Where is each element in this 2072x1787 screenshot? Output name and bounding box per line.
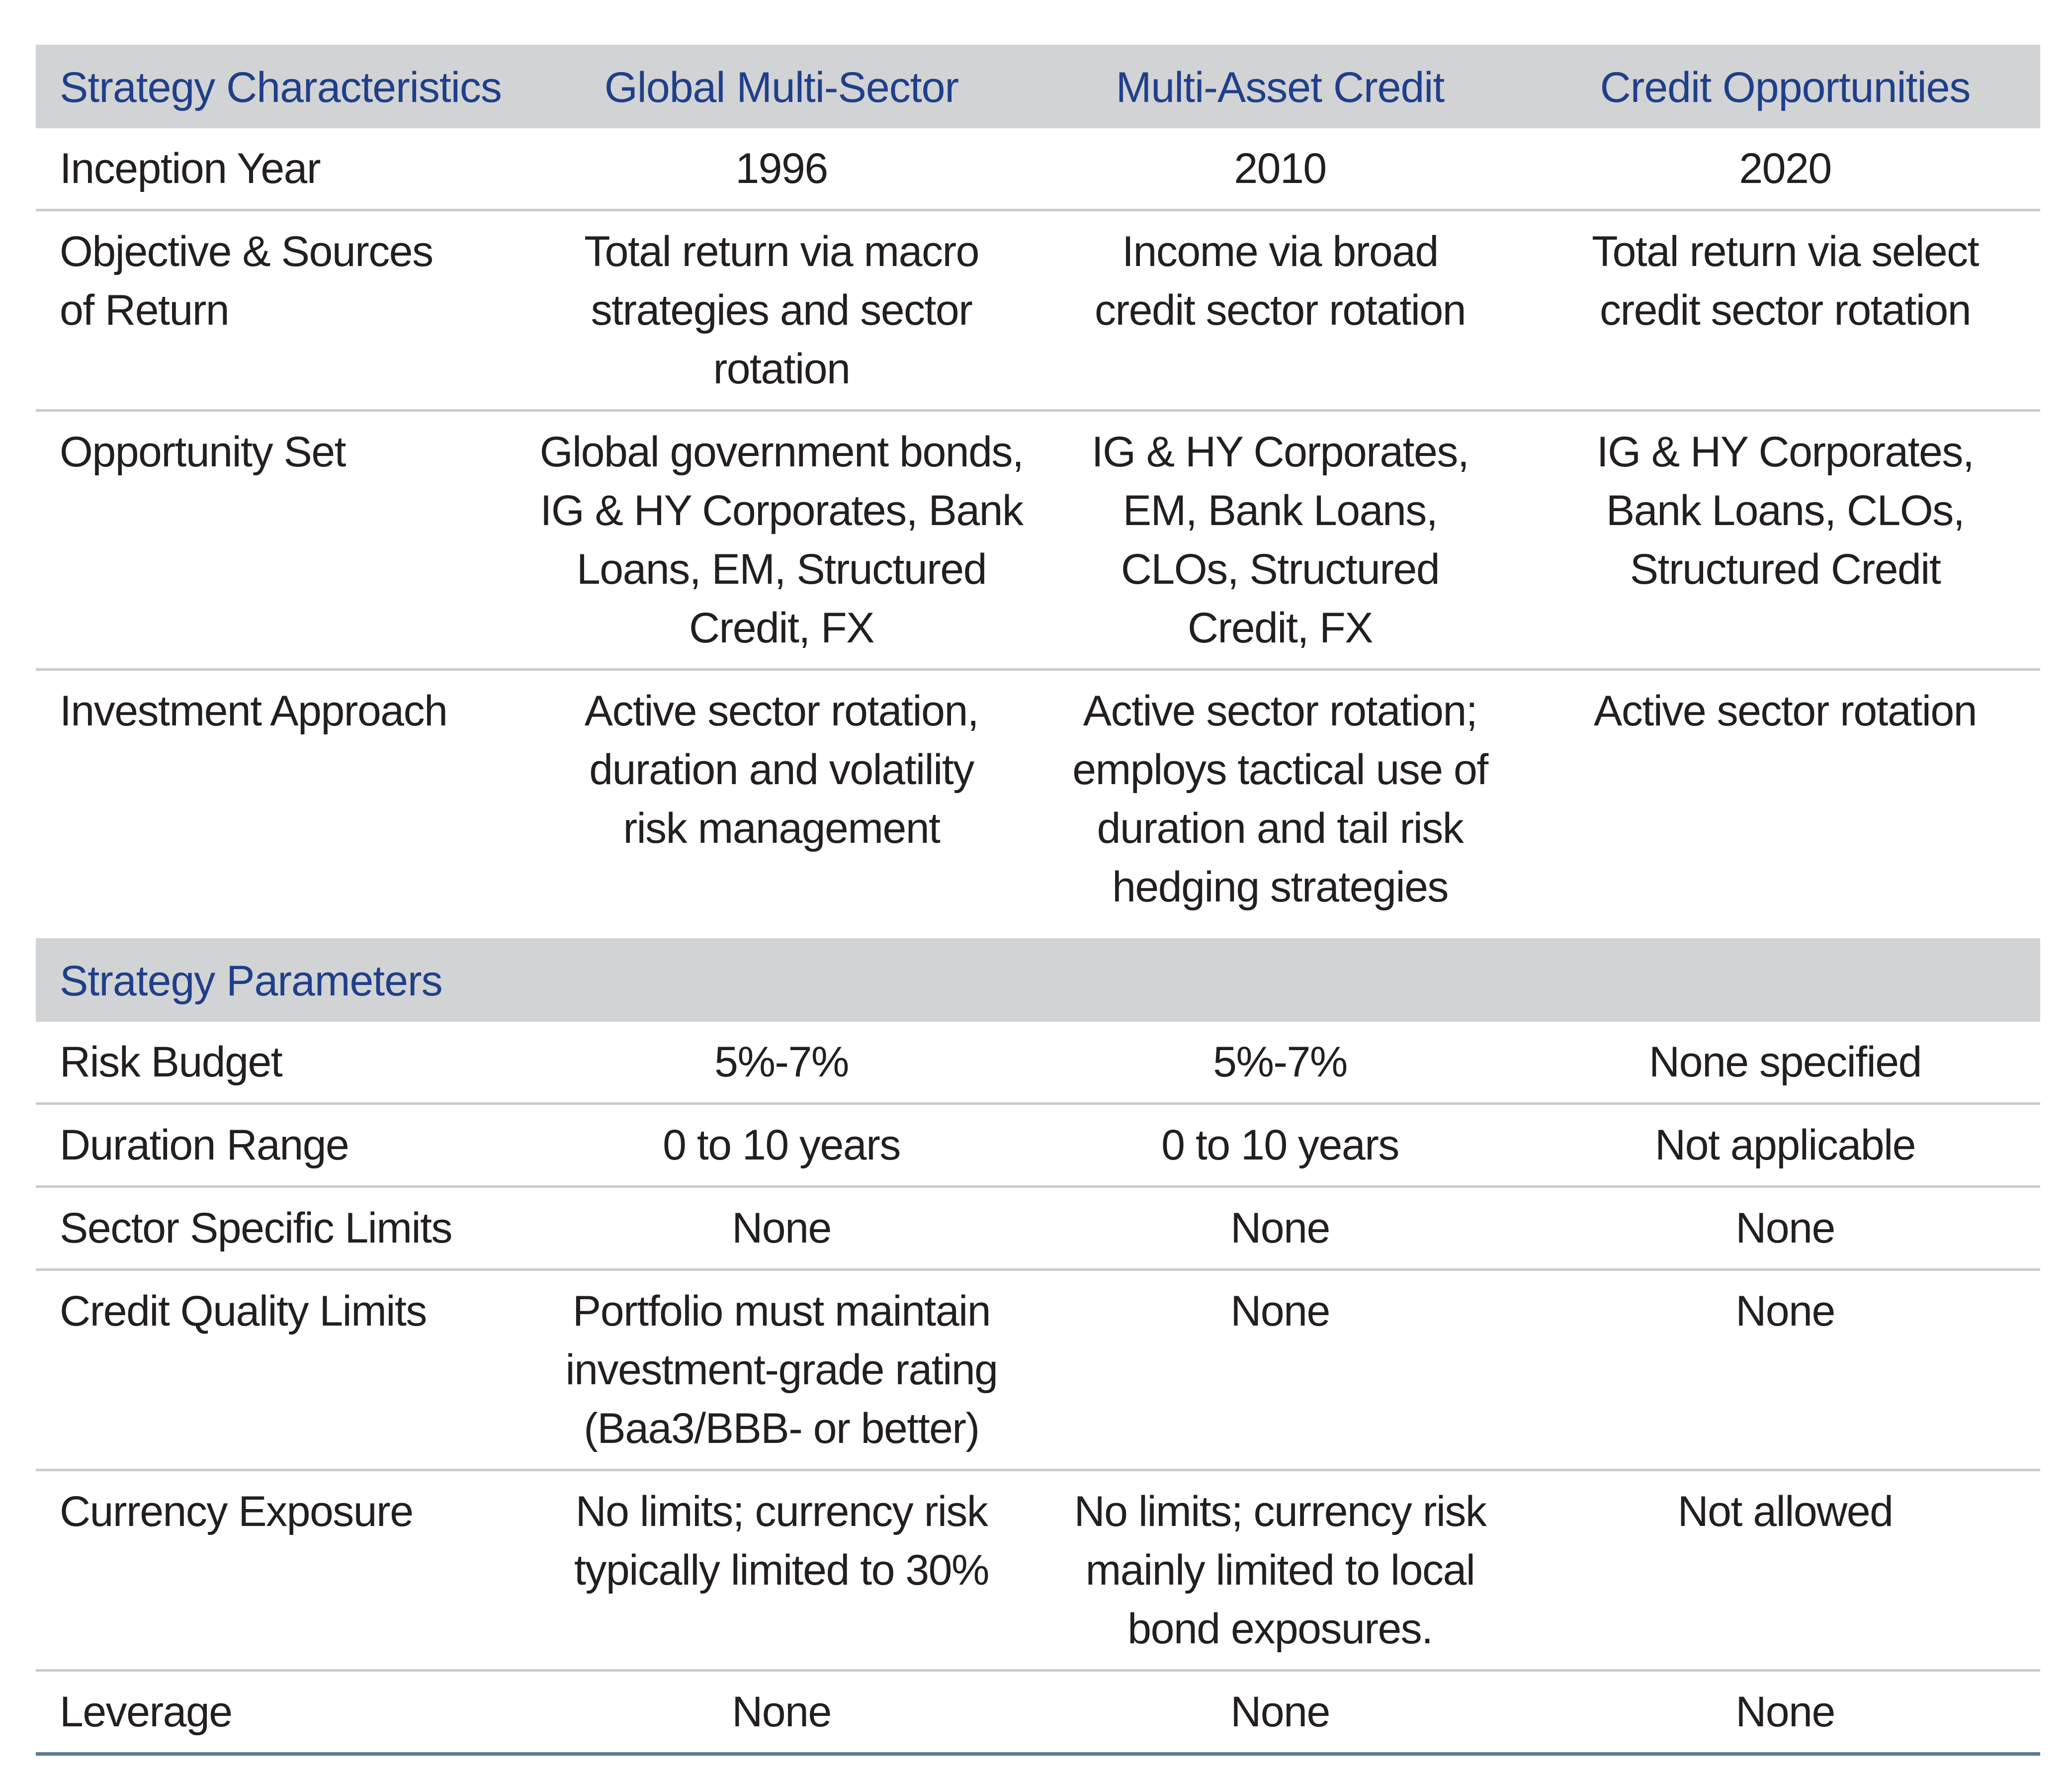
cell-global-multi-sector: 5%-7% xyxy=(714,1038,849,1086)
row-label: Investment Approach xyxy=(60,687,447,735)
table-row-opportunity-set xyxy=(36,412,2040,671)
row-label: Duration Range xyxy=(60,1121,349,1169)
table-row-duration-range xyxy=(36,1105,2040,1188)
strategy-comparison-table xyxy=(36,45,2040,1756)
cell-global-multi-sector: 0 to 10 years xyxy=(663,1121,900,1169)
cell-global-multi-sector: Active sector rotation, duration and volatility risk management xyxy=(584,687,979,852)
row-label: Objective & Sources of Return xyxy=(60,228,433,334)
table-row-investment-approach xyxy=(36,671,2040,938)
header-credit-opportunities: Credit Opportunities xyxy=(1600,64,1971,111)
cell-multi-asset-credit: Active sector rotation; employs tactical use of duration and tail risk hedging strategies xyxy=(1072,687,1488,911)
cell-credit-opportunities: Not allowed xyxy=(1677,1488,1893,1535)
table-row-sector-limits xyxy=(36,1188,2040,1271)
cell-multi-asset-credit: 2010 xyxy=(1234,145,1326,192)
cell-multi-asset-credit: None xyxy=(1230,1688,1330,1736)
row-label: Opportunity Set xyxy=(60,428,346,476)
table-row-objective xyxy=(36,211,2040,412)
characteristics-header-row xyxy=(36,45,2040,128)
cell-credit-opportunities: IG & HY Corporates, Bank Loans, CLOs, Structured Credit xyxy=(1596,428,1974,593)
cell-multi-asset-credit: 5%-7% xyxy=(1213,1038,1347,1086)
cell-credit-opportunities: None xyxy=(1735,1204,1835,1252)
cell-global-multi-sector: 1996 xyxy=(735,145,828,192)
cell-credit-opportunities: Total return via select credit sector rotation xyxy=(1591,228,1979,334)
table-row-credit-quality xyxy=(36,1271,2040,1471)
cell-credit-opportunities: None specified xyxy=(1649,1038,1921,1086)
cell-multi-asset-credit: No limits; currency risk mainly limited to local bond exposures. xyxy=(1074,1488,1486,1653)
table-row-inception-year xyxy=(36,128,2040,211)
cell-credit-opportunities: Active sector rotation xyxy=(1593,687,1977,735)
row-label: Sector Specific Limits xyxy=(60,1204,452,1252)
cell-global-multi-sector: None xyxy=(732,1204,831,1252)
cell-global-multi-sector: Total return via macro strategies and sector rotation xyxy=(584,228,979,393)
row-label: Risk Budget xyxy=(60,1038,282,1086)
cell-global-multi-sector: Portfolio must maintain investment-grade rating (Baa3/BBB- or better) xyxy=(565,1287,998,1452)
header-multi-asset-credit: Multi-Asset Credit xyxy=(1116,64,1445,111)
cell-multi-asset-credit: Income via broad credit sector rotation xyxy=(1094,228,1466,334)
row-label: Leverage xyxy=(60,1688,232,1736)
header-strategy-characteristics: Strategy Characteristics xyxy=(60,64,502,111)
header-global-multi-sector: Global Multi-Sector xyxy=(604,64,959,111)
row-label: Credit Quality Limits xyxy=(60,1287,427,1335)
row-label: Currency Exposure xyxy=(60,1488,413,1535)
cell-multi-asset-credit: None xyxy=(1230,1204,1330,1252)
table-row-leverage xyxy=(36,1672,2040,1756)
cell-multi-asset-credit: None xyxy=(1230,1287,1330,1335)
cell-global-multi-sector: Global government bonds, IG & HY Corporates, Bank Loans, EM, Structured Credit, FX xyxy=(539,428,1024,652)
cell-credit-opportunities: None xyxy=(1735,1287,1835,1335)
parameters-header-row xyxy=(36,938,2040,1022)
table-row-currency-exposure xyxy=(36,1471,2040,1672)
header-strategy-parameters: Strategy Parameters xyxy=(60,957,442,1005)
cell-global-multi-sector: No limits; currency risk typically limited to 30% xyxy=(574,1488,989,1594)
cell-multi-asset-credit: IG & HY Corporates, EM, Bank Loans, CLOs, Structured Credit, FX xyxy=(1091,428,1469,652)
cell-credit-opportunities: Not applicable xyxy=(1654,1121,1916,1169)
table-row-risk-budget xyxy=(36,1022,2040,1105)
cell-multi-asset-credit: 0 to 10 years xyxy=(1161,1121,1399,1169)
cell-credit-opportunities: 2020 xyxy=(1739,145,1831,192)
cell-credit-opportunities: None xyxy=(1735,1688,1835,1736)
cell-global-multi-sector: None xyxy=(732,1688,831,1736)
row-label: Inception Year xyxy=(60,145,321,192)
